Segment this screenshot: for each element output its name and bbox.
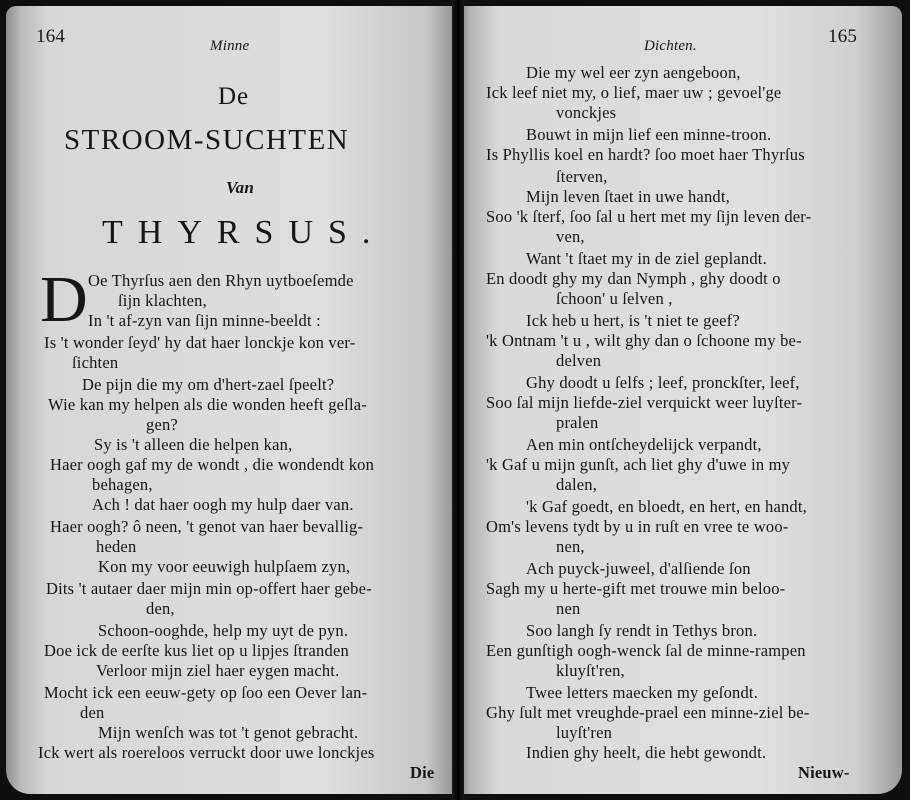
running-head: Minne	[210, 38, 250, 54]
poem-line: ſchoon' u ſelven ,	[556, 289, 673, 308]
poem-line: behagen,	[92, 475, 153, 494]
poem-line: pralen	[556, 413, 599, 432]
title-van: Van	[226, 178, 255, 197]
poem-line: 'k Gaf goedt, en bloedt, en hert, en handt,	[526, 497, 807, 516]
poem-line: Die my wel eer zyn aengeboon,	[526, 63, 741, 82]
poem-line: Ach ! dat haer oogh my hulp daer van.	[92, 495, 354, 514]
poem-line: delven	[556, 351, 602, 370]
poem-line: Ick heb u hert, is 't niet te geef?	[526, 311, 740, 330]
poem-line: Aen min ontſcheydelijck verpandt,	[526, 435, 762, 454]
poem-line: gen?	[146, 415, 178, 434]
poem-line: kluyſt'ren,	[556, 661, 625, 680]
drop-cap: D	[40, 263, 88, 336]
page-title: STROOM-SUCHTEN	[64, 124, 350, 156]
right-page	[458, 6, 902, 794]
poem-line: den	[80, 703, 105, 722]
poem-line: Verloor mijn ziel haer eygen macht.	[96, 661, 340, 680]
left-page	[6, 6, 458, 794]
poem-line: 'k Gaf u mijn gunſt, ach liet ghy d'uwe in my	[486, 455, 791, 474]
poem-line: Ick wert als roereloos verruckt door uwe lonckjes	[38, 743, 375, 762]
poem-line: nen	[556, 599, 581, 618]
page-number: 164	[36, 26, 66, 47]
poem-line: luyſt'ren	[556, 723, 613, 742]
poem-line: ſterven,	[556, 167, 608, 186]
poem-line: Mijn wenſch was tot 't genot gebracht.	[98, 723, 359, 742]
poem-line: dalen,	[556, 475, 598, 494]
catchword: Nieuw-	[798, 763, 850, 782]
poem-line: Indien ghy heelt, die hebt gewondt.	[526, 743, 767, 762]
poem-line: Mijn leven ſtaet in uwe handt,	[526, 187, 730, 206]
poem-line: Kon my voor eeuwigh hulpſaem zyn,	[98, 557, 351, 576]
poem-line: Want 't ſtaet my in de ziel geplandt.	[526, 249, 767, 268]
poem-line: Wie kan my helpen als die wonden heeft geſla-	[48, 395, 367, 414]
poem-line: Bouwt in mijn lief een minne-troon.	[526, 125, 772, 144]
poem-line: Om's levens tydt by u in ruſt en vree te woo-	[486, 517, 789, 536]
poem-line: ſichten	[72, 353, 119, 372]
poem-line: Sy is 't alleen die helpen kan,	[94, 435, 293, 454]
poem-line: vonckjes	[556, 103, 617, 122]
poem-line: Ach puyck-juweel, d'alſiende ſon	[526, 559, 751, 578]
poem-line: Soo langh ſy rendt in Tethys bron.	[526, 621, 758, 640]
poem-line: Sagh my u herte-gift met trouwe min beloo-	[486, 579, 786, 598]
poem-line: En doodt ghy my dan Nymph , ghy doodt o	[486, 269, 781, 288]
poem-line: Ghy ſult met vreughde-prael een minne-ziel be-	[486, 703, 810, 722]
poem-line: Is Phyllis koel en hardt? ſoo moet haer Thyrſus	[486, 145, 805, 164]
poem-line: heden	[96, 537, 137, 556]
poem-line: Mocht ick een eeuw-gety op ſoo een Oever lan-	[44, 683, 368, 702]
poem-line: Soo ſal mijn liefde-ziel verquickt weer luyſter-	[486, 393, 803, 412]
poem-line: 'k Ontnam 't u , wilt ghy dan o ſchoone my be-	[486, 331, 802, 350]
catchword: Die	[410, 763, 435, 782]
poem-line: Dits 't autaer daer mijn min op-offert haer gebe-	[46, 579, 372, 598]
poem-line: Haer oogh? ô neen, 't genot van haer bevallig-	[50, 517, 364, 536]
poem-line: Ick leef niet my, o lief, maer uw ; gevoel'ge	[486, 83, 782, 102]
poem-line: Doe ick de eerſte kus liet op u lipjes ſtranden	[44, 641, 349, 660]
poem-line: In 't af-zyn van ſijn minne-beeldt :	[88, 311, 321, 330]
poem-line: ven,	[556, 227, 585, 246]
poem-line: Een gunſtigh oogh-wenck ſal de minne-rampen	[486, 641, 806, 660]
poem-line: Haer oogh gaf my de wondt , die wondendt kon	[50, 455, 375, 474]
book-gutter	[452, 0, 464, 800]
poem-line: ſijn klachten,	[118, 291, 207, 310]
poem-line: Ghy doodt u ſelfs ; leef, pronckſter, leef,	[526, 373, 800, 392]
poem-line: Is 't wonder ſeyd' hy dat haer lonckje kon ver-	[44, 333, 356, 352]
poem-line: De pijn die my om d'hert-zael ſpeelt?	[82, 375, 335, 394]
poem-line: Soo 'k ſterf, ſoo ſal u hert met my ſijn leven der-	[486, 207, 812, 226]
running-head: Dichten.	[644, 38, 697, 54]
poem-line: nen,	[556, 537, 585, 556]
title-thyrsus: THYRSUS.	[102, 214, 386, 251]
poem-line: Oe Thyrſus aen den Rhyn uytboeſemde	[88, 271, 354, 290]
poem-line: Twee letters maecken my geſondt.	[526, 683, 759, 702]
title-de: De	[218, 83, 250, 110]
poem-line: Schoon-ooghde, help my uyt de pyn.	[98, 621, 349, 640]
page-number: 165	[828, 26, 858, 47]
poem-line: den,	[146, 599, 175, 618]
